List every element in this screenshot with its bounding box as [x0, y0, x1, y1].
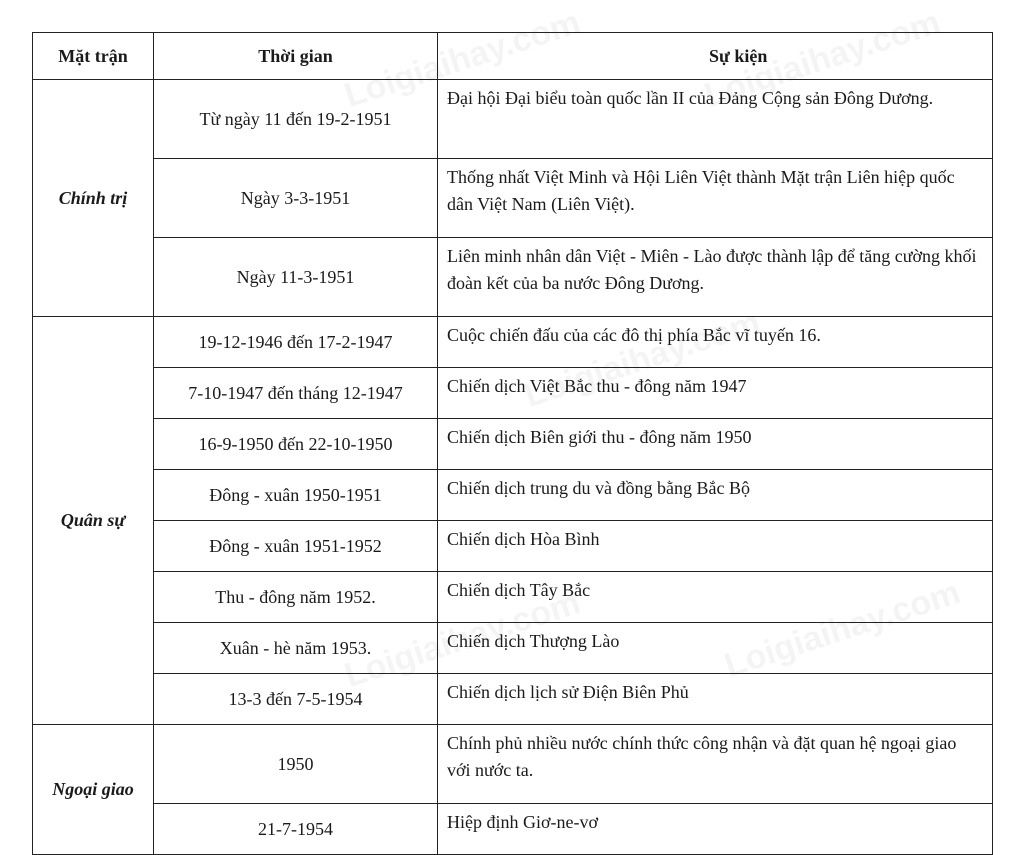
event-cell: Chiến dịch Việt Bắc thu - đông năm 1947	[438, 368, 993, 419]
event-cell: Đại hội Đại biểu toàn quốc lần II của Đảng Cộng sản Đông Dương.	[438, 80, 993, 159]
table-row	[33, 238, 993, 317]
front-cell: Chính trị	[33, 80, 154, 317]
event-cell: Thống nhất Việt Minh và Hội Liên Việt thành Mặt trận Liên hiệp quốc dân Việt Nam (Liên Việt).	[438, 159, 993, 238]
event-cell: Chiến dịch trung du và đồng bằng Bắc Bộ	[438, 470, 993, 521]
table-row	[33, 623, 993, 674]
time-cell: 19-12-1946 đến 17-2-1947	[154, 317, 438, 368]
header-event: Sự kiện	[438, 33, 993, 80]
event-cell: Hiệp định Giơ-ne-vơ	[438, 804, 993, 855]
event-cell: Liên minh nhân dân Việt - Miên - Lào được thành lập để tăng cường khối đoàn kết của ba nước Đông Dương.	[438, 238, 993, 317]
table-row	[33, 521, 993, 572]
time-cell: Thu - đông năm 1952.	[154, 572, 438, 623]
table-row	[33, 572, 993, 623]
time-cell: Đông - xuân 1951-1952	[154, 521, 438, 572]
table-row	[33, 80, 993, 159]
time-cell: 13-3 đến 7-5-1954	[154, 674, 438, 725]
front-cell: Quân sự	[33, 317, 154, 725]
event-cell: Chiến dịch Hòa Bình	[438, 521, 993, 572]
time-cell: Từ ngày 11 đến 19-2-1951	[154, 80, 438, 159]
header-row	[33, 33, 993, 80]
time-cell: 1950	[154, 725, 438, 804]
time-cell: Ngày 3-3-1951	[154, 159, 438, 238]
table-row	[33, 159, 993, 238]
table-row	[33, 725, 993, 804]
time-cell: 7-10-1947 đến tháng 12-1947	[154, 368, 438, 419]
header-front: Mặt trận	[33, 33, 154, 80]
table-row	[33, 674, 993, 725]
time-cell: Đông - xuân 1950-1951	[154, 470, 438, 521]
event-cell: Chiến dịch Tây Bắc	[438, 572, 993, 623]
table-row	[33, 368, 993, 419]
event-cell: Chiến dịch Biên giới thu - đông năm 1950	[438, 419, 993, 470]
event-cell: Chiến dịch Thượng Lào	[438, 623, 993, 674]
table-row	[33, 419, 993, 470]
time-cell: 16-9-1950 đến 22-10-1950	[154, 419, 438, 470]
events-table	[32, 32, 993, 855]
header-time: Thời gian	[154, 33, 438, 80]
event-cell: Chính phủ nhiều nước chính thức công nhận và đặt quan hệ ngoại giao với nước ta.	[438, 725, 993, 804]
time-cell: 21-7-1954	[154, 804, 438, 855]
front-cell: Ngoại giao	[33, 725, 154, 855]
table-row	[33, 804, 993, 855]
table-row	[33, 470, 993, 521]
time-cell: Xuân - hè năm 1953.	[154, 623, 438, 674]
table-row	[33, 317, 993, 368]
event-cell: Chiến dịch lịch sử Điện Biên Phủ	[438, 674, 993, 725]
event-cell: Cuộc chiến đấu của các đô thị phía Bắc vĩ tuyến 16.	[438, 317, 993, 368]
time-cell: Ngày 11-3-1951	[154, 238, 438, 317]
